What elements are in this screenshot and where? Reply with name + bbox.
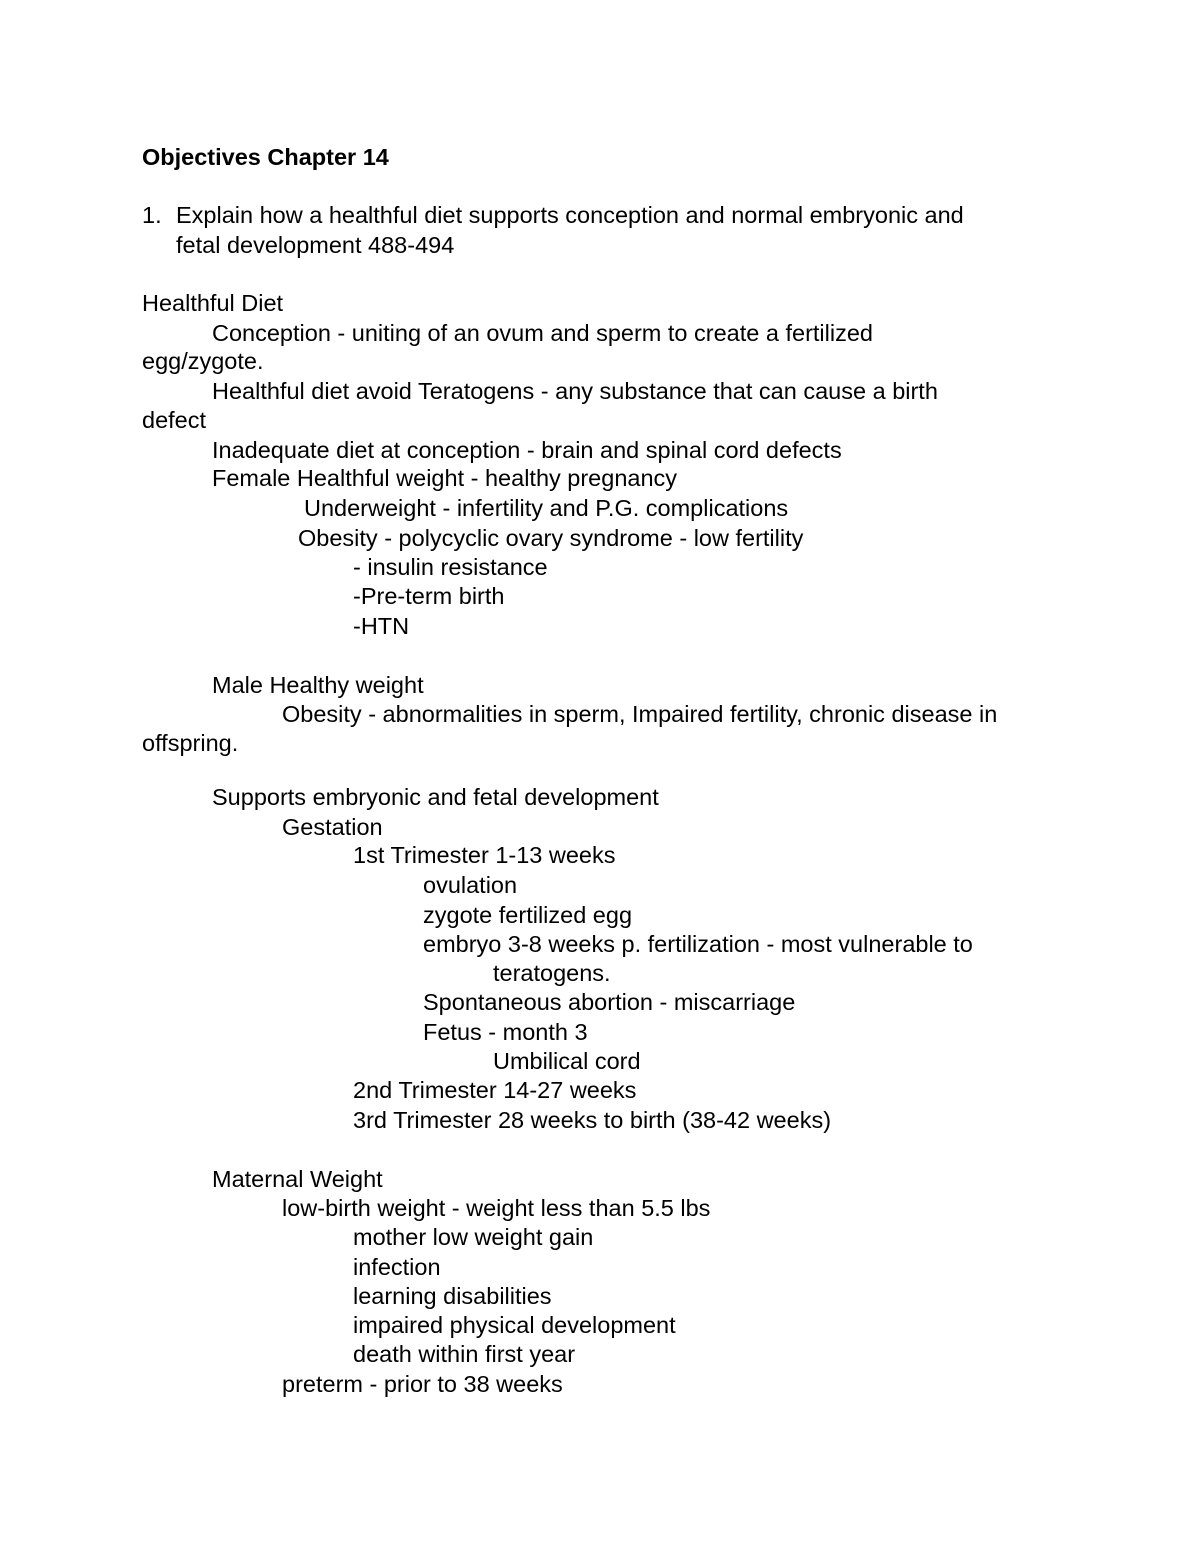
text-line: infection [353, 1254, 441, 1280]
objective-line: fetal development 488-494 [176, 232, 455, 258]
text-line: offspring. [142, 730, 239, 756]
text-line: teratogens. [493, 960, 611, 986]
text-line: death within first year [353, 1341, 576, 1367]
text-line: 3rd Trimester 28 weeks to birth (38-42 weeks) [353, 1107, 832, 1133]
text-line: Obesity - polycyclic ovary syndrome - low fertility [298, 525, 804, 551]
text-line: zygote fertilized egg [423, 902, 633, 928]
text-line: Inadequate diet at conception - brain and spinal cord defects [212, 437, 842, 463]
text-line: defect [142, 407, 207, 433]
text-line: Gestation [282, 814, 383, 840]
text-line: 2nd Trimester 14-27 weeks [353, 1077, 637, 1103]
text-line: Healthful diet avoid Teratogens - any substance that can cause a birth [212, 378, 938, 404]
text-line: Supports embryonic and fetal development [212, 784, 659, 810]
text-line: preterm - prior to 38 weeks [282, 1371, 563, 1397]
text-line: ovulation [423, 872, 518, 898]
objective-line: Explain how a healthful diet supports conception and normal embryonic and [176, 202, 964, 228]
page-title: Objectives Chapter 14 [142, 144, 389, 170]
text-line: impaired physical development [353, 1312, 676, 1338]
text-line: Maternal Weight [212, 1166, 383, 1192]
list-marker: 1. [142, 202, 162, 228]
text-line: embryo 3-8 weeks p. fertilization - most vulnerable to [423, 931, 973, 957]
text-line: -HTN [353, 613, 410, 639]
text-line: learning disabilities [353, 1283, 552, 1309]
text-line: Umbilical cord [493, 1048, 641, 1074]
text-line: Underweight - infertility and P.G. complications [304, 495, 789, 521]
text-line: Female Healthful weight - healthy pregnancy [212, 465, 678, 491]
section-heading: Healthful Diet [142, 290, 284, 316]
text-line: egg/zygote. [142, 348, 264, 374]
text-line: - insulin resistance [353, 554, 548, 580]
text-line: Conception - uniting of an ovum and sperm to create a fertilized [212, 320, 873, 346]
text-line: mother low weight gain [353, 1224, 594, 1250]
text-line: low-birth weight - weight less than 5.5 lbs [282, 1195, 711, 1221]
text-line: Male Healthy weight [212, 672, 424, 698]
text-line: Spontaneous abortion - miscarriage [423, 989, 796, 1015]
text-line: 1st Trimester 1-13 weeks [353, 842, 616, 868]
text-line: -Pre-term birth [353, 583, 505, 609]
text-line: Obesity - abnormalities in sperm, Impaired fertility, chronic disease in [282, 701, 998, 727]
text-line: Fetus - month 3 [423, 1019, 588, 1045]
